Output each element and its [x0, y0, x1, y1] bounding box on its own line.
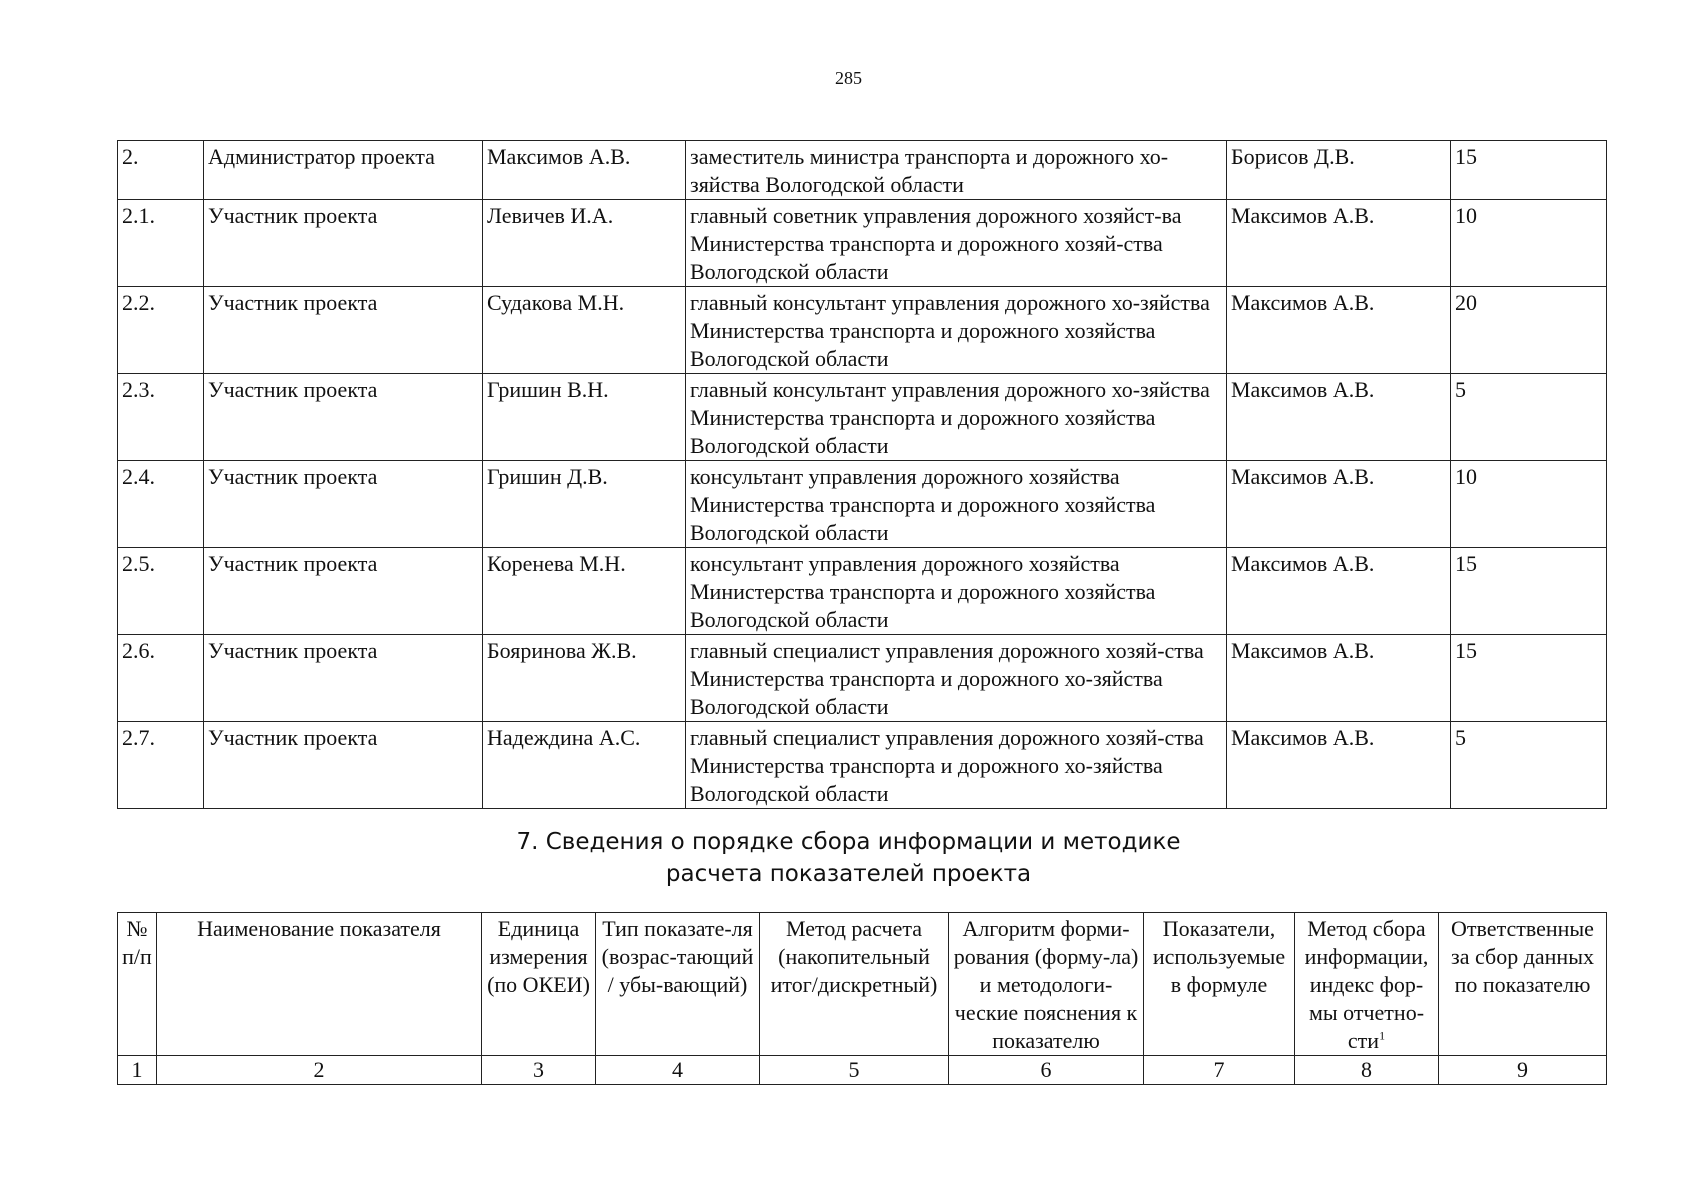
column-number: 9 [1439, 1056, 1607, 1085]
staff-row [118, 287, 1607, 374]
header-row [118, 913, 1607, 1056]
header-responsible: Ответственные за сбор данных по показателю [1439, 913, 1607, 1056]
staff-row [118, 548, 1607, 635]
staff-row [118, 461, 1607, 548]
section-title-line1: 7. Сведения о порядке сбора информации и методике [516, 829, 1181, 855]
supervisor-cell: Максимов А.В. [1227, 374, 1451, 461]
supervisor-cell: Максимов А.В. [1227, 287, 1451, 374]
indicator-method-table [117, 912, 1607, 1085]
row-number: 2. [118, 141, 204, 200]
staff-row [118, 200, 1607, 287]
header-collection-method: Метод сбора информации, индекс фор-мы отчетно-сти$^1$ [1295, 913, 1439, 1056]
section-title-line2: расчета показателей проекта [665, 861, 1032, 887]
role-cell: Администратор проекта [204, 141, 483, 200]
position-cell: главный консультант управления дорожного хо-зяйства Министерства транспорта и дорожного хозяйства Вологодской области [686, 287, 1227, 374]
name-cell: Максимов А.В. [483, 141, 686, 200]
staff-row [118, 374, 1607, 461]
row-number: 2.5. [118, 548, 204, 635]
name-cell: Коренева М.Н. [483, 548, 686, 635]
project-staff-table [117, 140, 1607, 809]
footnote-mark: 1 [1379, 1028, 1386, 1043]
position-cell: консультант управления дорожного хозяйства Министерства транспорта и дорожного хозяйства Вологодской области [686, 548, 1227, 635]
name-cell: Бояринова Ж.В. [483, 635, 686, 722]
name-cell: Гришин В.Н. [483, 374, 686, 461]
name-cell: Гришин Д.В. [483, 461, 686, 548]
role-cell: Участник проекта [204, 200, 483, 287]
header-indicator-type: Тип показате-ля (возрас-тающий / убы-вающий) [596, 913, 760, 1056]
row-number: 2.1. [118, 200, 204, 287]
section-title [0, 826, 1697, 890]
staff-row [118, 722, 1607, 809]
column-number: 6 [949, 1056, 1144, 1085]
name-cell: Надеждина А.С. [483, 722, 686, 809]
role-cell: Участник проекта [204, 374, 483, 461]
row-number: 2.7. [118, 722, 204, 809]
supervisor-cell: Максимов А.В. [1227, 200, 1451, 287]
position-cell: заместитель министра транспорта и дорожного хо-зяйства Вологодской области [686, 141, 1227, 200]
share-cell: 15 [1451, 635, 1607, 722]
share-cell: 15 [1451, 548, 1607, 635]
supervisor-cell: Максимов А.В. [1227, 635, 1451, 722]
header-num: № п/п [118, 913, 157, 1056]
column-number-row [118, 1056, 1607, 1085]
column-number: 2 [157, 1056, 482, 1085]
staff-table-body [118, 141, 1607, 809]
row-number: 2.2. [118, 287, 204, 374]
role-cell: Участник проекта [204, 722, 483, 809]
share-cell: 10 [1451, 461, 1607, 548]
share-cell: 15 [1451, 141, 1607, 200]
role-cell: Участник проекта [204, 287, 483, 374]
header-algorithm: Алгоритм форми-рования (форму-ла) и методологи-ческие пояснения к показателю [949, 913, 1144, 1056]
name-cell: Судакова М.Н. [483, 287, 686, 374]
supervisor-cell: Борисов Д.В. [1227, 141, 1451, 200]
position-cell: консультант управления дорожного хозяйства Министерства транспорта и дорожного хозяйства Вологодской области [686, 461, 1227, 548]
supervisor-cell: Максимов А.В. [1227, 461, 1451, 548]
header-unit: Единица измерения (по ОКЕИ) [482, 913, 596, 1056]
header-calc-method: Метод расчета (накопительный итог/дискретный) [760, 913, 949, 1056]
column-number: 1 [118, 1056, 157, 1085]
position-cell: главный специалист управления дорожного хозяй-ства Министерства транспорта и дорожного хо-зяйства Вологодской области [686, 722, 1227, 809]
header-indicator-name: Наименование показателя [157, 913, 482, 1056]
page-number: 285 [835, 68, 862, 88]
role-cell: Участник проекта [204, 635, 483, 722]
role-cell: Участник проекта [204, 461, 483, 548]
role-cell: Участник проекта [204, 548, 483, 635]
share-cell: 5 [1451, 722, 1607, 809]
staff-row [118, 141, 1607, 200]
staff-row [118, 635, 1607, 722]
supervisor-cell: Максимов А.В. [1227, 548, 1451, 635]
supervisor-cell: Максимов А.В. [1227, 722, 1451, 809]
column-number: 8 [1295, 1056, 1439, 1085]
share-cell: 10 [1451, 200, 1607, 287]
column-number: 4 [596, 1056, 760, 1085]
column-number: 3 [482, 1056, 596, 1085]
column-number: 7 [1144, 1056, 1295, 1085]
column-number: 5 [760, 1056, 949, 1085]
header-formula-indicators: Показатели, используемые в формуле [1144, 913, 1295, 1056]
position-cell: главный специалист управления дорожного хозяй-ства Министерства транспорта и дорожного хо-зяйства Вологодской области [686, 635, 1227, 722]
share-cell: 20 [1451, 287, 1607, 374]
name-cell: Левичев И.А. [483, 200, 686, 287]
position-cell: главный советник управления дорожного хозяйст-ва Министерства транспорта и дорожного хозяй-ства Вологодской области [686, 200, 1227, 287]
row-number: 2.4. [118, 461, 204, 548]
row-number: 2.6. [118, 635, 204, 722]
row-number: 2.3. [118, 374, 204, 461]
share-cell: 5 [1451, 374, 1607, 461]
position-cell: главный консультант управления дорожного хо-зяйства Министерства транспорта и дорожного хозяйства Вологодской области [686, 374, 1227, 461]
